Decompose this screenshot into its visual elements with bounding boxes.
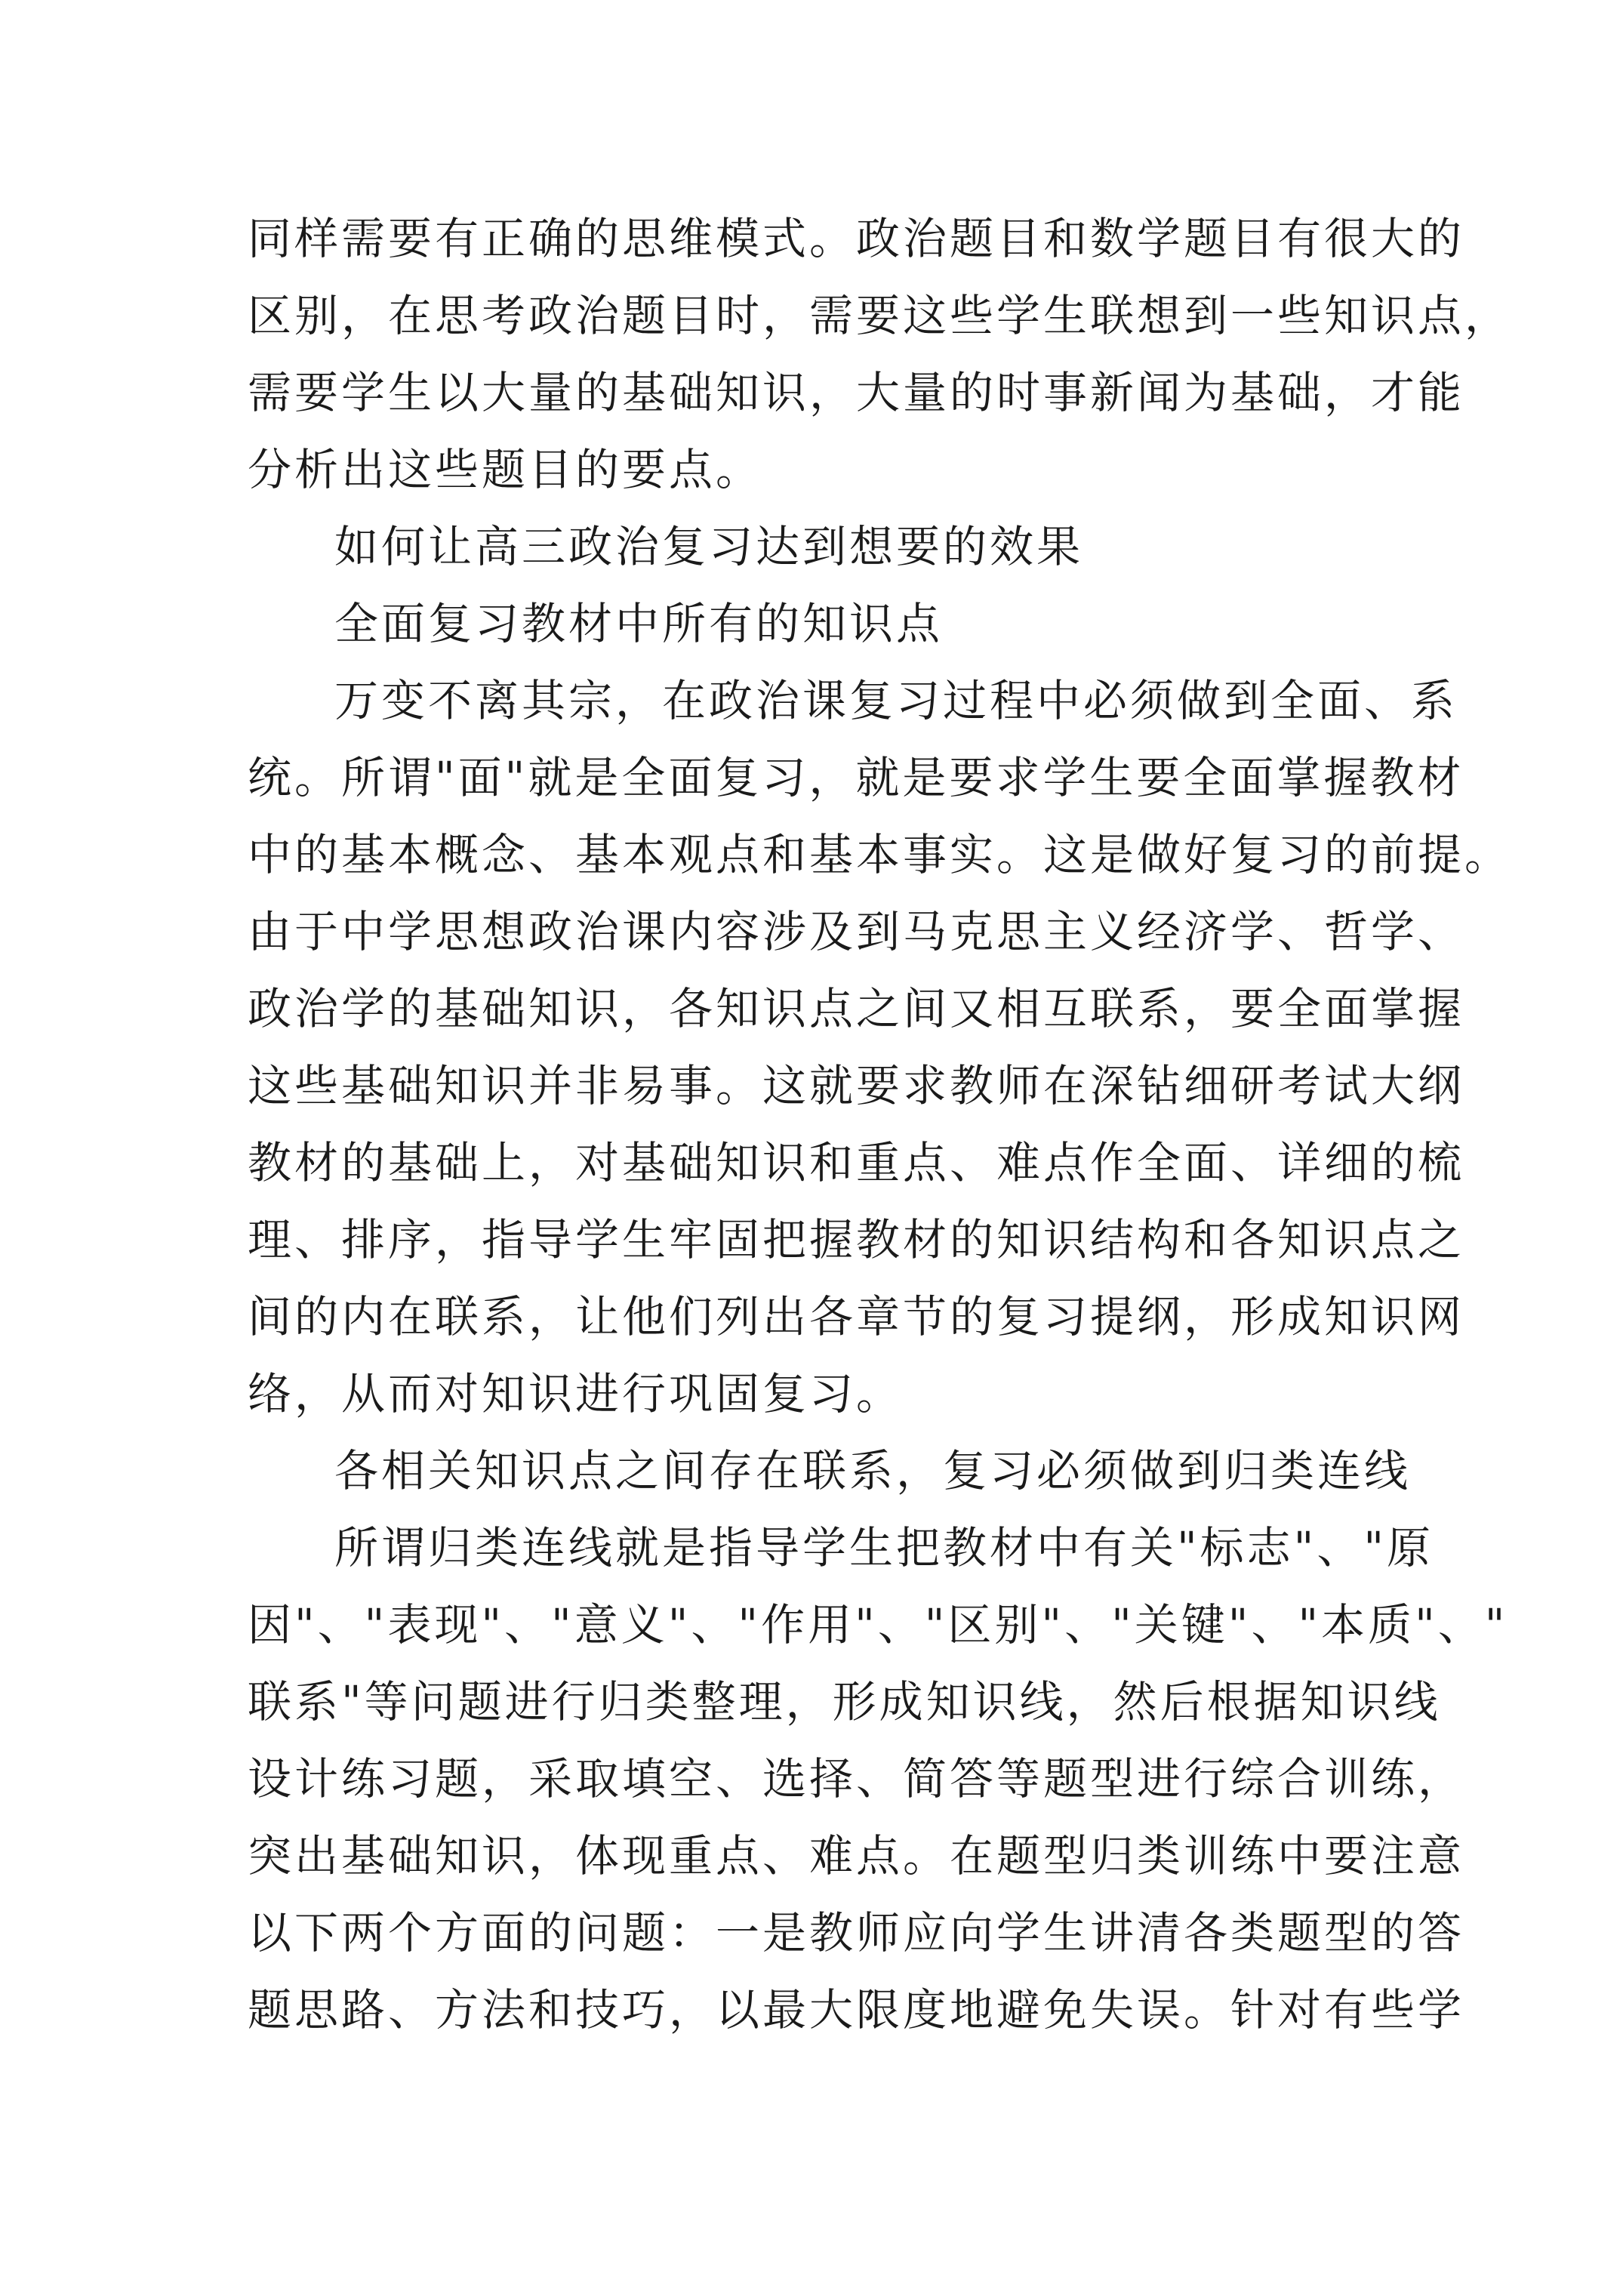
text-line: 以下两个方面的问题：一是教师应向学生讲清各类题型的答 <box>248 1907 1465 1959</box>
text-line: 分析出这些题目的要点。 <box>248 444 763 495</box>
text-line: 政治学的基础知识，各知识点之间又相互联系，要全面掌握 <box>248 983 1465 1034</box>
text-line: 统。所谓"面"就是全面复习，就是要求学生要全面掌握教材 <box>248 752 1464 803</box>
text-line: 这些基础知识并非易事。这就要求教师在深钻细研考试大纲 <box>248 1060 1465 1111</box>
paragraph-start-line: 全面复习教材中所有的知识点 <box>334 598 944 649</box>
text-line: 间的内在联系，让他们列出各章节的复习提纲，形成知识网 <box>248 1291 1465 1342</box>
paragraph-start-line: 各相关知识点之间存在联系，复习必须做到归类连线 <box>334 1445 1412 1496</box>
text-line: 因"、"表现"、"意义"、"作用"、"区别"、"关键"、"本质"、" <box>248 1599 1508 1650</box>
text-line: 教材的基础上，对基础知识和重点、难点作全面、详细的梳 <box>248 1137 1465 1188</box>
text-line: 联系"等问题进行归类整理，形成知识线，然后根据知识线 <box>248 1676 1441 1727</box>
text-line: 中的基本概念、基本观点和基本事实。这是做好复习的前提。 <box>248 829 1512 880</box>
text-line: 理、排序，指导学生牢固把握教材的知识结构和各知识点之 <box>248 1214 1465 1265</box>
paragraph-start-line: 如何让高三政治复习达到想要的效果 <box>334 521 1084 572</box>
document-body <box>248 200 1512 2048</box>
paragraph-start-line: 所谓归类连线就是指导学生把教材中有关"标志"、"原 <box>334 1522 1434 1573</box>
text-line: 络，从而对知识进行巩固复习。 <box>248 1368 904 1419</box>
text-line: 题思路、方法和技巧，以最大限度地避免失误。针对有些学 <box>248 1984 1465 2036</box>
text-line: 设计练习题，采取填空、选择、简答等题型进行综合训练， <box>248 1753 1465 1804</box>
text-line: 需要学生以大量的基础知识，大量的时事新闻为基础，才能 <box>248 367 1465 418</box>
text-line: 突出基础知识，体现重点、难点。在题型归类训练中要注意 <box>248 1830 1465 1881</box>
text-line: 同样需要有正确的思维模式。政治题目和数学题目有很大的 <box>248 213 1465 264</box>
text-line: 区别，在思考政治题目时，需要这些学生联想到一些知识点， <box>248 290 1512 341</box>
text-line: 由于中学思想政治课内容涉及到马克思主义经济学、哲学、 <box>248 906 1465 957</box>
paragraph-start-line: 万变不离其宗，在政治课复习过程中必须做到全面、系 <box>334 675 1458 726</box>
